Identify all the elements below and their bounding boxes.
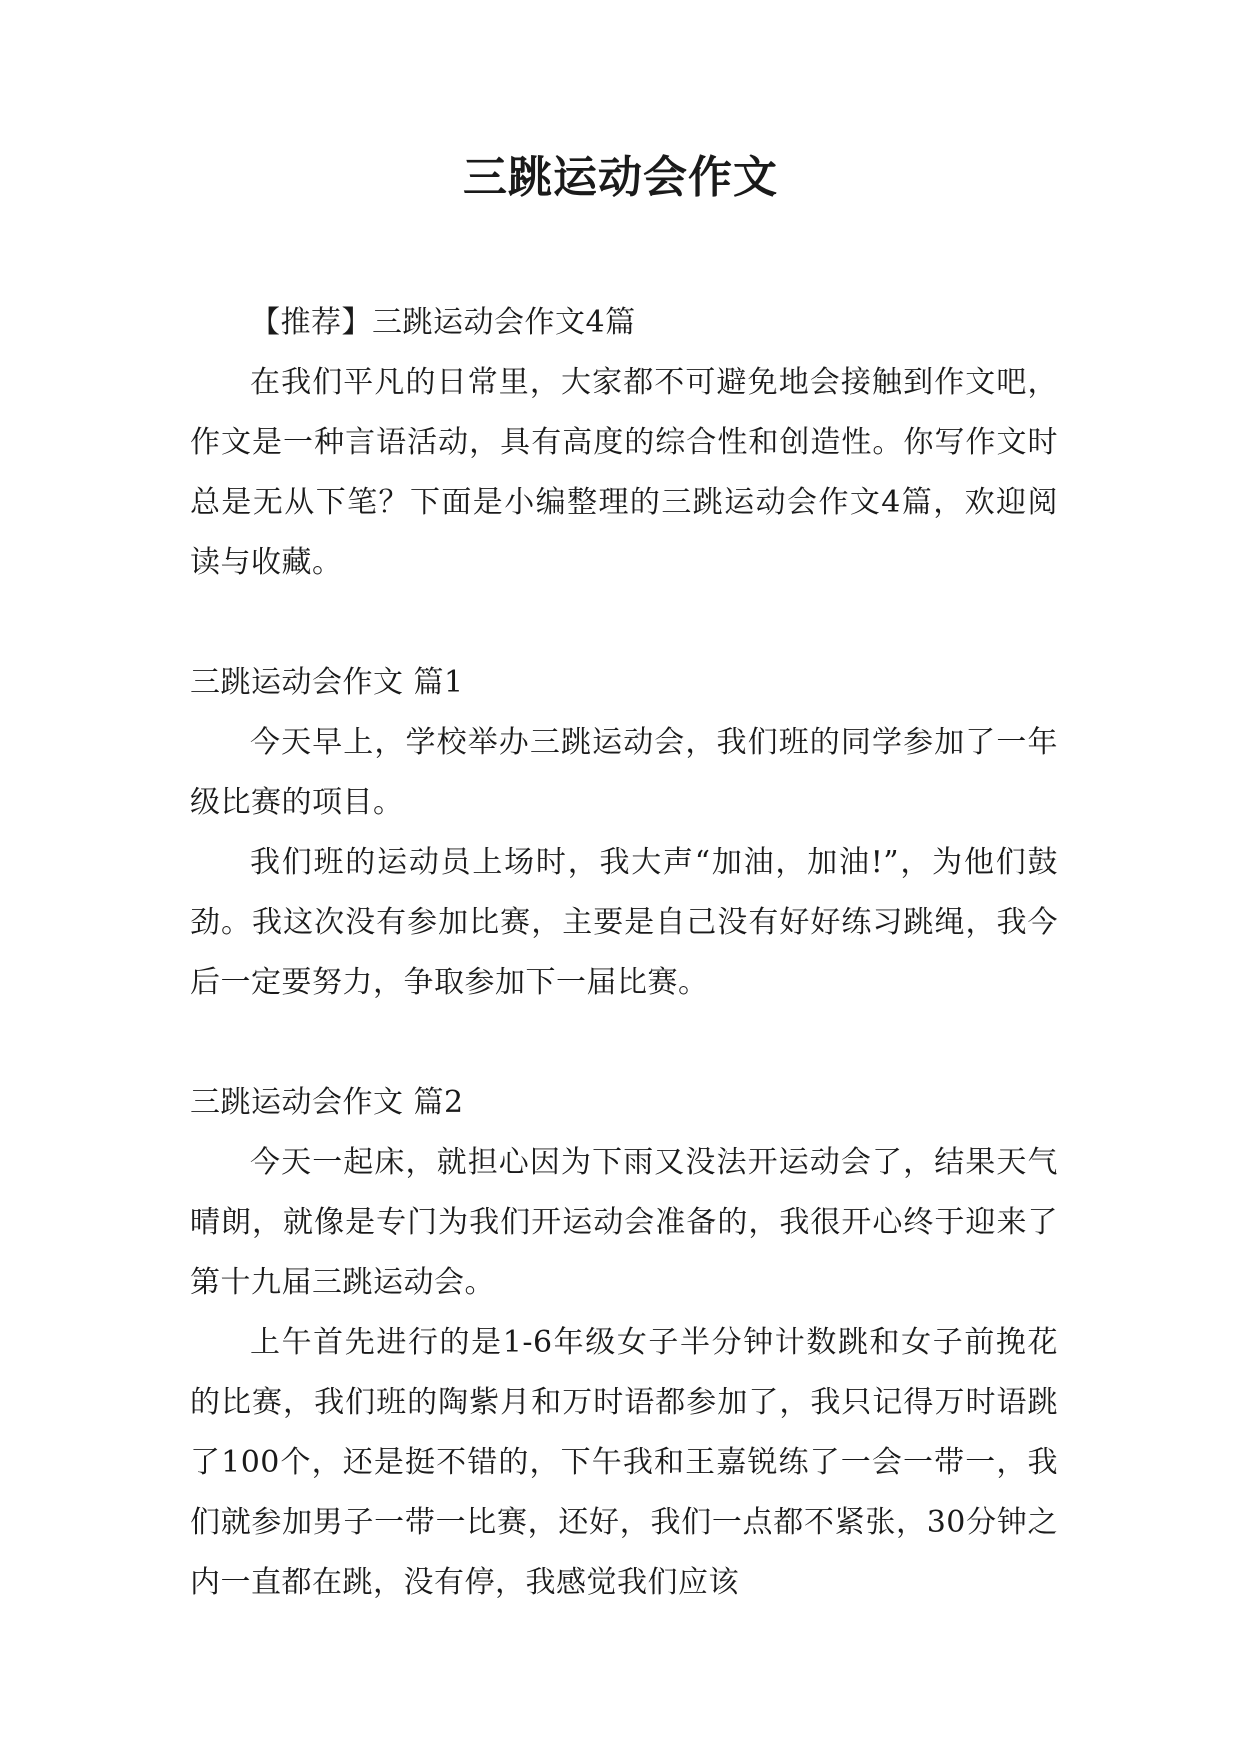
section-1-paragraph-2: 我们班的运动员上场时，我大声“加油，加油!”，为他们鼓劲。我这次没有参加比赛，主要是自己没有好好练习跳绳，我今后一定要努力，争取参加下一届比赛。: [190, 845, 1058, 1000]
section-spacer: [190, 1013, 1058, 1073]
section-2-paragraph-2: 上午首先进行的是1-6年级女子半分钟计数跳和女子前挽花的比赛，我们班的陶紫月和万时语都参加了，我只记得万时语跳了100个，还是挺不错的，下午我和王嘉锐练了一会一带一，我们就参加男子一带一比赛，还好，我们一点都不紧张，30分钟之内一直都在跳，没有停，我感觉我们应该: [190, 1325, 1058, 1600]
section-heading-2: 三跳运动会作文 篇2: [190, 1085, 464, 1120]
document-body: [190, 293, 1058, 1613]
document-title: 三跳运动会作文: [463, 152, 778, 203]
section-1-paragraph-1: 今天早上，学校举办三跳运动会，我们班的同学参加了一年级比赛的项目。: [190, 725, 1058, 820]
intro-line: 【推荐】三跳运动会作文4篇: [250, 305, 636, 340]
section-heading-1: 三跳运动会作文 篇1: [190, 665, 464, 700]
intro-paragraph: 在我们平凡的日常里，大家都不可避免地会接触到作文吧，作文是一种言语活动，具有高度的综合性和创造性。你写作文时总是无从下笔？下面是小编整理的三跳运动会作文4篇，欢迎阅读与收藏。: [190, 365, 1058, 580]
section-2-paragraph-1: 今天一起床，就担心因为下雨又没法开运动会了，结果天气晴朗，就像是专门为我们开运动会准备的，我很开心终于迎来了第十九届三跳运动会。: [190, 1145, 1058, 1300]
section-spacer: [190, 593, 1058, 653]
